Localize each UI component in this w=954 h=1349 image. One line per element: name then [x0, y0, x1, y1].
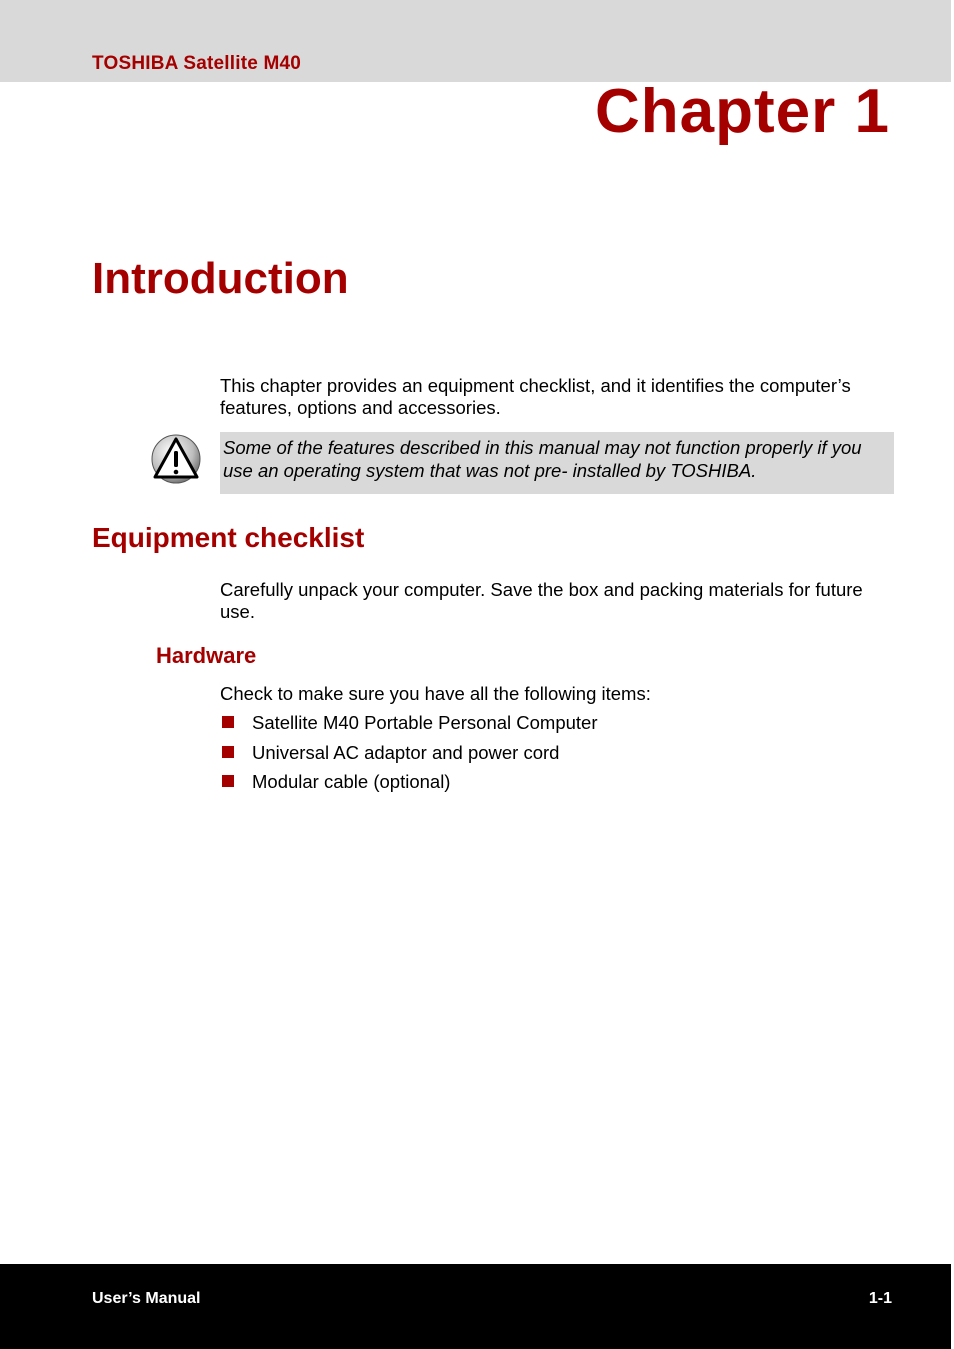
equipment-paragraph: Carefully unpack your computer. Save the box and packing materials for future use. [220, 579, 863, 622]
list-item-text: Universal AC adaptor and power cord [252, 741, 560, 763]
list-item [220, 740, 598, 770]
list-item [220, 769, 598, 799]
chapter-title: Introduction [92, 254, 349, 303]
caution-note: Some of the features described in this manual may not function properly if you use an operating system that was not pre- installed by TOSHIBA. [220, 432, 894, 494]
hardware-list [220, 710, 598, 799]
footer-manual-title: User’s Manual [92, 1290, 201, 1307]
list-item-text: Modular cable (optional) [252, 771, 451, 792]
square-bullet-icon [222, 746, 234, 758]
list-item-text: Satellite M40 Portable Personal Computer [252, 712, 598, 733]
caution-icon [150, 433, 202, 485]
square-bullet-icon [222, 716, 234, 728]
subsection-heading-hardware: Hardware [156, 643, 257, 668]
hardware-paragraph: Check to make sure you have all the following items: [220, 683, 651, 704]
intro-paragraph: This chapter provides an equipment checklist, and it identifies the computer’s features, options and accessories. [220, 375, 851, 418]
chapter-label: Chapter 1 [595, 77, 890, 146]
square-bullet-icon [222, 775, 234, 787]
list-item [220, 710, 598, 740]
footer-page-number: 1-1 [868, 1290, 892, 1307]
section-heading-equipment: Equipment checklist [92, 522, 365, 553]
header-product-title: TOSHIBA Satellite M40 [92, 53, 302, 74]
